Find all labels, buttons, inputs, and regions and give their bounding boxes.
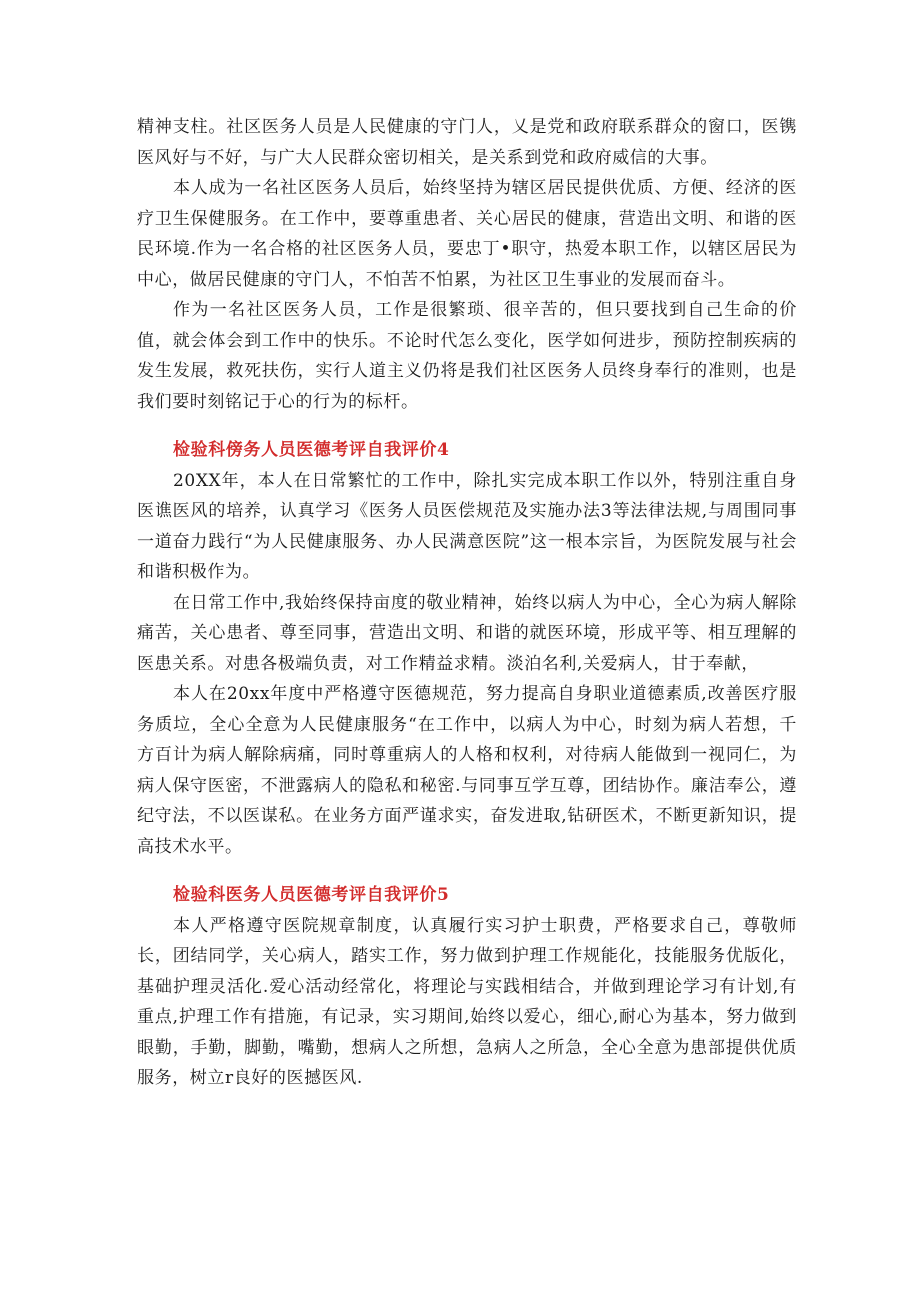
intro-paragraph-2: 本人成为一名社区医务人员后，始终坚持为辖区居民提供优质、方便、经济的医疗卫生保健服务。在工作中，要尊重患者、关心居民的健康，营造出文明、和谐的医民环境.作为一名合格的社区医务人员，要忠丁•职守，热爱本职工作，以辖区居民为中心，做居民健康的守门人，不怕苦不怕累，为社区卫生事业的发展而奋斗。 bbox=[137, 178, 797, 290]
document-body bbox=[137, 112, 797, 1094]
section-5-paragraph-1: 本人严格遵守医院规章制度，认真履行实习护士职费，严格要求自己，尊敬师长，团结同学，关心病人，踏实工作，努力做到护理工作规能化，技能服务优版化，基础护理灵活化.爱心活动经常化，将理论与实践相结合，并做到理论学习有计划,有重点,护理工作有措施，有记录，实习期间,始终以爱心，细心,耐心为基本，努力做到眼勤，手勤，脚勤，嘴勤，想病人之所想，急病人之所急，全心全意为患部提供优质服务，树立r良好的医撼医风. bbox=[137, 915, 798, 1088]
section-4-paragraph-1: 20XX年，本人在日常繁忙的工作中，除扎实完成本职工作以外，特别注重自身医谯医风的培养，认真学习《医务人员医偿规范及实施办法3等法律法规,与周围同事一道奋力践行“为人民健康服务、办人民满意医院”这一根本宗旨，为医院发展与社会和谐积极作为。 bbox=[137, 470, 797, 582]
section-4-heading: 检验科傍务人员医德考评自我评价4 bbox=[173, 440, 450, 460]
intro-paragraph-3: 作为一名社区医务人员，工作是很繁琐、很辛苦的，但只要找到自己生命的价值，就会体会到工作中的快乐。不论时代怎么变化，医学如何进步，预防控制疾病的发生发展，救死扶伤，实行人道主义仍将是我们社区医务人员终身奉行的准则，也是我们要时刻铭记于心的行为的标杆。 bbox=[137, 300, 797, 412]
intro-paragraph-1: 精神支柱。社区医务人员是人民健康的守门人，乂是党和政府联系群众的窗口，医镌医风好与不好，与广大人民群众密切相关，是关系到党和政府威信的大事。 bbox=[137, 117, 797, 168]
section-4-paragraph-3: 本人在20xx年度中严格遵守医德规范，努力提高自身职业道德素质,改善医疗服务质垃，全心全意为人民健康服务“在工作中，以病人为中心，时刻为病人若想，千方百计为病人解除病痛，同时尊重病人的人格和权利，对待病人能做到一视同仁，为病人保守医密，不泄露病人的隐私和秘密.与同事互学互尊，团结协作。廉洁奉公，遵纪守法，不以医谋私。在业务方面严谨求实，奋发进取,钻研医术，不断更新知识，提高技术水平。 bbox=[137, 684, 797, 857]
section-5-heading: 检验科医务人员医德考评自我评价5 bbox=[173, 885, 450, 905]
section-4-paragraph-2: 在日常工作中,我始终保持亩度的敬业精神，始终以病人为中心，全心为病人解除痛苦，关心患者、尊至同事，营造出文明、和谐的就医环境，形成平等、相互理解的医患关系。对患各极端负责，对工作精益求精。淡泊名利,关爱病人，甘于奉献， bbox=[137, 592, 797, 674]
